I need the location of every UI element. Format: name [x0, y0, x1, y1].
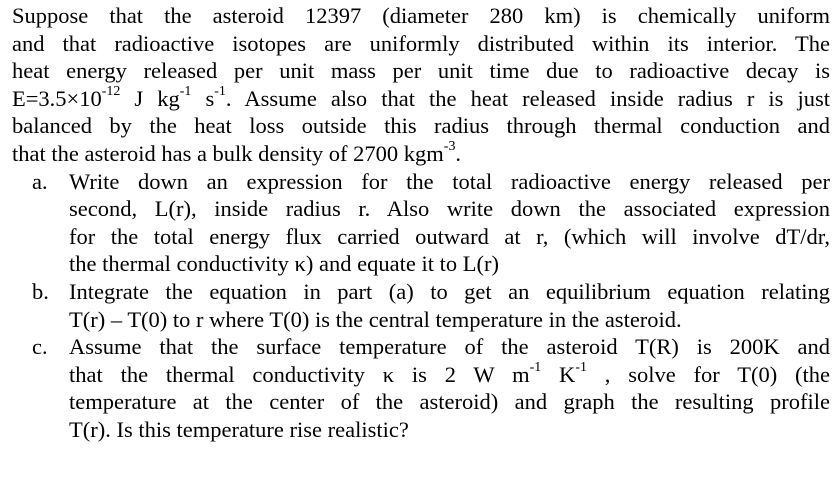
superscript: -1	[214, 84, 226, 100]
text-run: .	[455, 140, 462, 166]
superscript: -1	[179, 84, 192, 100]
part-a-marker: a.	[32, 168, 48, 194]
text-line: Suppose that the asteroid 12397 (diameter 280 km) is chemically uniform	[12, 3, 830, 28]
text-run: that the asteroid has a bulk density of 2700 kgm	[12, 140, 444, 166]
text-run: . Assume also that the heat released inside radius r is just	[225, 85, 830, 111]
part-a-text	[69, 168, 830, 278]
part-b	[12, 278, 830, 333]
superscript: -1	[575, 360, 587, 376]
superscript: -12	[101, 84, 121, 100]
part-c-marker: c.	[32, 334, 48, 360]
part-c	[12, 333, 830, 443]
text-line: Assume that the surface temperature of the asteroid T(R) is 200K and	[69, 334, 830, 360]
problem-parts-list	[12, 168, 830, 444]
text-run: J kg	[120, 85, 180, 111]
part-a	[12, 168, 830, 278]
superscript: -1	[529, 360, 542, 376]
text-run: that the thermal conductivity κ is 2 W m	[69, 361, 530, 387]
text-run: s	[191, 85, 215, 111]
problem-document	[12, 2, 830, 444]
text-line: the thermal conductivity κ) and equate it to L(r)	[69, 251, 499, 277]
text-run: E=3.5×10	[12, 85, 102, 111]
text-line: T(r) – T(0) to r where T(0) is the central temperature in the asteroid.	[69, 306, 682, 332]
part-b-text	[69, 278, 830, 333]
text-line	[12, 85, 830, 113]
text-line: Write down an expression for the total radioactive energy released per	[69, 168, 830, 194]
text-line: and that radioactive isotopes are uniformly distributed within its interior. The	[12, 30, 830, 56]
problem-intro	[12, 2, 830, 168]
text-run: K	[541, 361, 576, 387]
text-line: T(r). Is this temperature rise realistic?	[69, 416, 409, 442]
superscript: -3	[443, 139, 456, 155]
part-b-marker: b.	[32, 278, 49, 304]
text-line	[69, 361, 830, 389]
text-line: balanced by the heat loss outside this radius through thermal conduction and	[12, 113, 830, 139]
text-run: , solve for T(0) (the	[586, 361, 830, 387]
text-line: Integrate the equation in part (a) to get an equilibrium equation relating	[69, 278, 830, 304]
text-line: heat energy released per unit mass per unit time due to radioactive decay is	[12, 58, 830, 84]
text-line: second, L(r), inside radius r. Also write down the associated expression	[69, 196, 830, 222]
text-line: for the total energy flux carried outward at r, (which will involve dT/dr,	[69, 223, 830, 249]
part-c-text	[69, 333, 830, 443]
text-line: temperature at the center of the asteroid) and graph the resulting profile	[69, 389, 830, 415]
text-line	[12, 140, 830, 168]
